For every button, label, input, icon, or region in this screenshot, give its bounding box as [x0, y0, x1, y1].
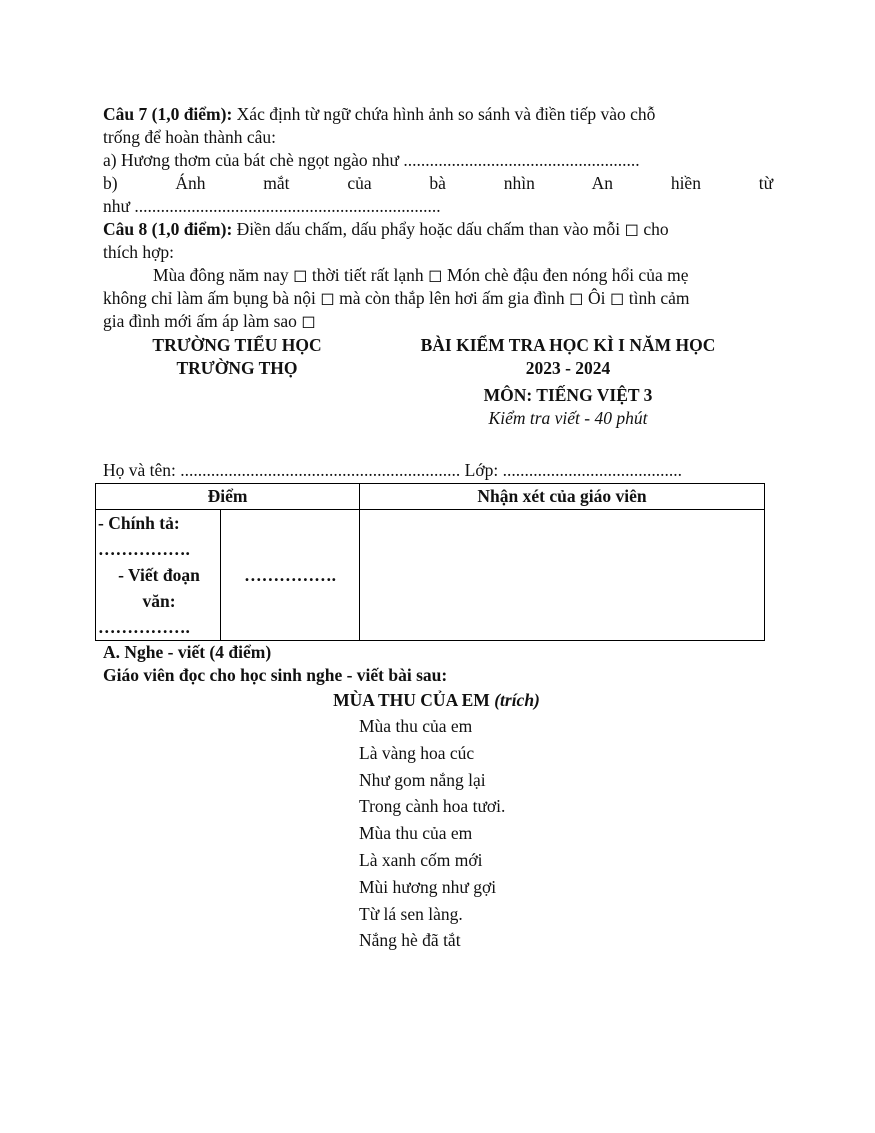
student-info-row: Họ và tên: ................................................................ Lớp: .........................................	[103, 460, 682, 480]
q7-line1	[103, 103, 773, 126]
q8-para-line1: Mùa đông năm nay ◻ thời tiết rất lạnh ◻ Món chè đậu đen nóng hổi của mẹ	[153, 265, 689, 285]
q7-item-b: b) Ánh mắt của bà nhìn An hiền từ	[103, 173, 774, 193]
poem-line: Như gom nắng lại	[359, 769, 486, 790]
exam-note: Kiểm tra viết - 40 phút	[488, 408, 648, 428]
score-table	[95, 483, 765, 641]
poem-line: Nắng hè đã tắt	[359, 930, 461, 951]
section-a-title: A. Nghe - viết (4 điểm)	[103, 642, 272, 662]
q8-para-line3: gia đình mới ấm áp làm sao ◻	[103, 311, 316, 331]
q7-line2: trống để hoàn thành câu:	[103, 127, 277, 147]
exam-header	[103, 334, 773, 446]
exam-page	[98, 103, 774, 954]
q8-line1	[103, 218, 773, 241]
q8-text: Điền dấu chấm, dấu phẩy hoặc dấu chấm than vào mỗi ◻ cho	[232, 219, 669, 239]
subject: MÔN: TIẾNG VIỆT 3	[483, 385, 653, 405]
poem-line: Là xanh cốm mới	[359, 849, 483, 870]
name-field[interactable]: ................................................................	[180, 460, 461, 480]
comment-header: Nhận xét của giáo viên	[360, 484, 765, 510]
score-header: Điểm	[96, 484, 360, 510]
q7-item-b-cont: như ......................................................................	[103, 196, 441, 216]
q7-label: Câu 7 (1,0 điểm):	[103, 104, 233, 124]
poem-line: Mùa thu của em	[359, 716, 473, 736]
poem-title: MÙA THU CỦA EM (trích)	[333, 690, 540, 710]
q8-line2: thích hợp:	[103, 242, 174, 262]
poem	[103, 713, 773, 954]
poem-line: Trong cành hoa tươi.	[359, 796, 506, 817]
class-field[interactable]: .........................................	[502, 460, 682, 480]
q7-text: Xác định từ ngữ chứa hình ảnh so sánh và điền tiếp vào chỗ	[232, 104, 656, 124]
q7-item-a: a) Hương thơm của bát chè ngọt ngào như ......................................................	[103, 150, 640, 170]
q8-label: Câu 8 (1,0 điểm):	[103, 219, 233, 239]
school-name: TRƯỜNG TIỂU HỌC TRƯỜNG THỌ	[152, 335, 322, 378]
poem-line: Mùi hương như gợi	[359, 876, 497, 897]
exam-title: BÀI KIỂM TRA HỌC KÌ I NĂM HỌC 2023 - 2024 MÔN: TIẾNG VIỆT 3 Kiểm tra viết - 40 phút	[393, 334, 743, 430]
chinh-ta-score-field[interactable]: …………….	[98, 539, 190, 559]
poem-line: Từ lá sen làng.	[359, 903, 463, 924]
poem-line: Mùa thu của em	[359, 823, 473, 844]
score-breakdown: - Chính tả: ……………. - Viết đoạn văn: …………….	[96, 510, 221, 641]
total-score-field[interactable]: …………….	[221, 510, 360, 641]
viet-doan-score-field[interactable]: …………….	[98, 617, 190, 637]
poem-line: Là vàng hoa cúc	[359, 742, 475, 763]
section-a-instruction: Giáo viên đọc cho học sinh nghe - viết bài sau:	[103, 665, 448, 685]
teacher-comment-field[interactable]	[360, 510, 765, 641]
q8-para-line2: không chỉ làm ấm bụng bà nội ◻ mà còn thắp lên hơi ấm gia đình ◻ Ôi ◻ tình cảm	[103, 288, 690, 308]
